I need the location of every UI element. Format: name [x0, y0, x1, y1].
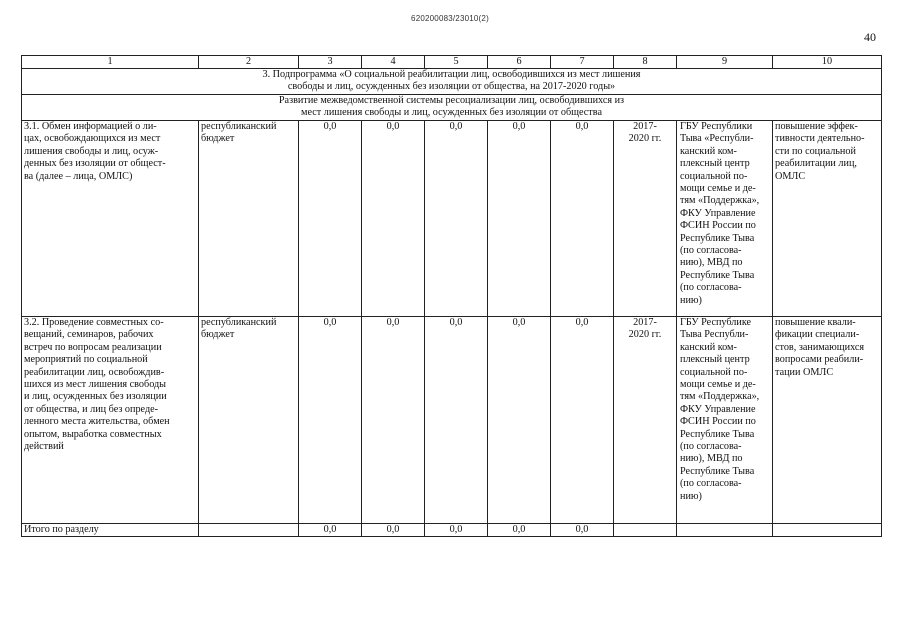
total-label: Итого по разделу [22, 524, 199, 537]
total-value: 0,0 [551, 524, 614, 537]
measure-name: 3.1. Обмен информацией о ли- цах, освобождающихся из мест лишения свободы и лиц, осуж- денных без изоляции от общест- ва (далее – лица, ОМЛС) [22, 121, 199, 317]
column-number: 8 [614, 56, 677, 69]
section-title: Развитие межведомственной системы ресоциализации лиц, освободившихся из мест лишения свободы и лиц, осужденных без изоляции от общества [22, 95, 882, 121]
executors-cell: ГБУ Республики Тыва «Республи- канский ком- плексный центр социальной по- мощи семье и де- тям «Поддержка», ФКУ Управление ФСИН России по Республике Тыва (по согласова- нию), МВД по Республике Тыва (по согласова- нию) [677, 121, 773, 317]
column-number: 1 [22, 56, 199, 69]
column-number: 7 [551, 56, 614, 69]
subprogram-title: 3. Подпрограмма «О социальной реабилитации лиц, освободившихся из мест лишения свободы и лиц, осужденных без изоляции от общества, на 2017-2020 годы» [22, 69, 882, 95]
value-cell: 0,0 [551, 121, 614, 317]
value-cell: 0,0 [299, 317, 362, 524]
total-row [22, 524, 882, 537]
column-number: 10 [773, 56, 882, 69]
empty-cell [199, 524, 299, 537]
executors-cell: ГБУ Республике Тыва Республи- канский ком- плексный центр социальной по- мощи семье и де- тям «Поддержка», ФКУ Управление ФСИН России по Республике Тыва (по согласова- нию), МВД по Республике Тыва (по согласова- нию) [677, 317, 773, 524]
total-value: 0,0 [299, 524, 362, 537]
result-cell: повышение квали- фикации специали- стов, занимающихся вопросами реабили- тации ОМЛС [773, 317, 882, 524]
years-cell: 2017- 2020 гг. [614, 317, 677, 524]
column-number: 5 [425, 56, 488, 69]
empty-cell [677, 524, 773, 537]
subprogram-row [22, 69, 882, 95]
value-cell: 0,0 [551, 317, 614, 524]
column-number-row [22, 56, 882, 69]
column-number: 9 [677, 56, 773, 69]
document-id: 620200083/23010(2) [411, 14, 489, 23]
empty-cell [614, 524, 677, 537]
column-number: 4 [362, 56, 425, 69]
table-row [22, 317, 882, 524]
column-number: 2 [199, 56, 299, 69]
value-cell: 0,0 [425, 317, 488, 524]
column-number: 3 [299, 56, 362, 69]
value-cell: 0,0 [362, 121, 425, 317]
total-value: 0,0 [425, 524, 488, 537]
value-cell: 0,0 [488, 121, 551, 317]
value-cell: 0,0 [299, 121, 362, 317]
result-cell: повышение эффек- тивности деятельно- сти по социальной реабилитации лиц, ОМЛС [773, 121, 882, 317]
section-row [22, 95, 882, 121]
value-cell: 0,0 [425, 121, 488, 317]
funding-source: республиканский бюджет [199, 121, 299, 317]
page-number: 40 [864, 30, 876, 44]
years-cell: 2017- 2020 гг. [614, 121, 677, 317]
column-number: 6 [488, 56, 551, 69]
empty-cell [773, 524, 882, 537]
value-cell: 0,0 [362, 317, 425, 524]
measure-name: 3.2. Проведение совместных со- вещаний, семинаров, рабочих встреч по вопросам реализации мероприятий по социальной реабилитации лиц, освобождив- шихся из мест лишения свободы и лиц, осужденных без изоляции от общества, и лиц без опреде- ленного места жительства, обмен опытом, выработка совместных действий [22, 317, 199, 524]
value-cell: 0,0 [488, 317, 551, 524]
program-table [21, 55, 882, 537]
total-value: 0,0 [488, 524, 551, 537]
table-row [22, 121, 882, 317]
total-value: 0,0 [362, 524, 425, 537]
funding-source: республиканский бюджет [199, 317, 299, 524]
